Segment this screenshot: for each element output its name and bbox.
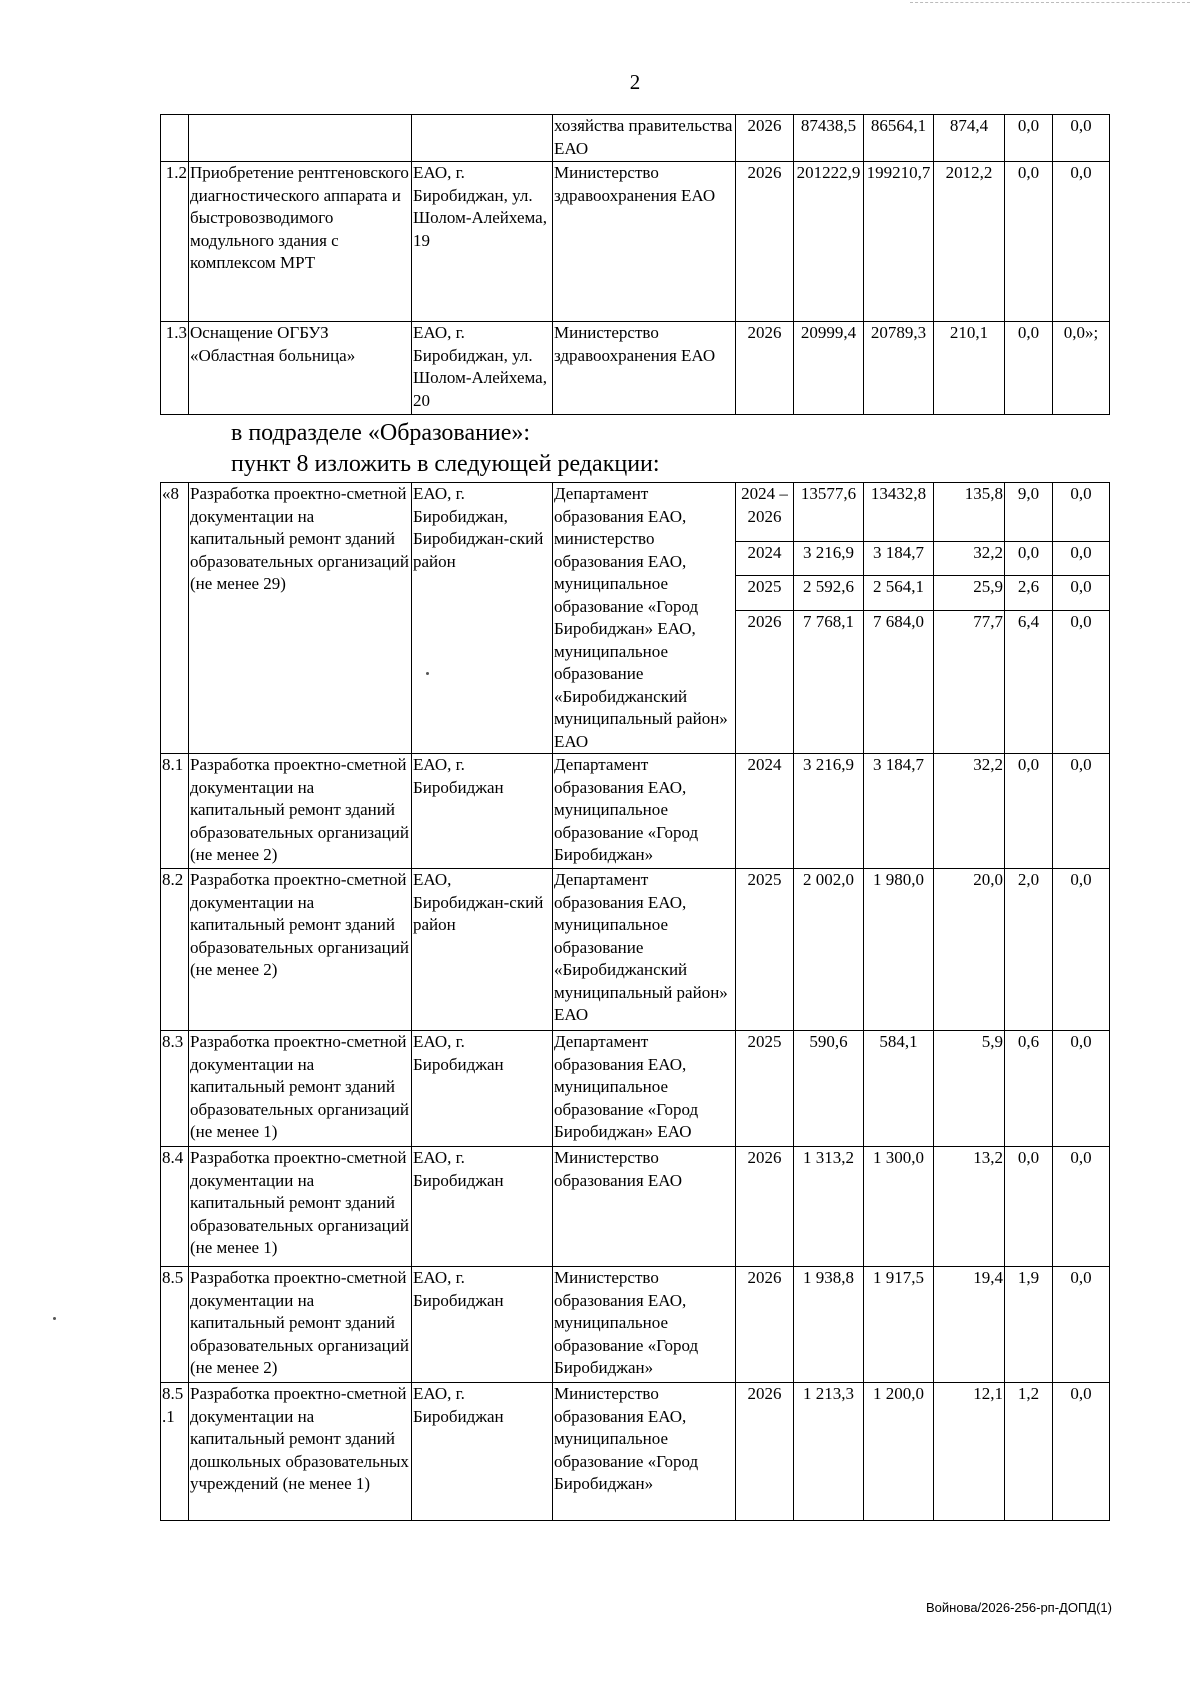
table-row	[161, 1267, 1110, 1383]
municipal-amount: 0,0	[1005, 754, 1053, 869]
row-number	[161, 115, 189, 162]
municipal-amount: 1,9	[1005, 1267, 1053, 1383]
location: ЕАО, г. Биробиджан, ул. Шолом-Алейхема, 20	[412, 322, 553, 415]
year: 2026	[736, 611, 794, 754]
municipal-amount: 0,0	[1005, 322, 1053, 415]
municipal-amount: 0,0	[1005, 115, 1053, 162]
location	[412, 115, 553, 162]
total-amount: 1 213,3	[794, 1383, 864, 1521]
total-amount: 2 592,6	[794, 575, 864, 611]
executor: Департамент образования ЕАО, муниципальное образование «Город Биробиджан» ЕАО	[553, 1031, 736, 1147]
other-amount: 0,0	[1053, 115, 1110, 162]
activity-name: Разработка проектно-сметной документации на капитальный ремонт зданий дошкольных образовательных учреждений (не менее 1)	[189, 1383, 412, 1521]
other-amount: 0,0	[1053, 483, 1110, 542]
year: 2025	[736, 575, 794, 611]
table-row	[161, 1147, 1110, 1267]
row-number: «8	[161, 483, 189, 754]
municipal-amount: 1,2	[1005, 1383, 1053, 1521]
total-amount: 20999,4	[794, 322, 864, 415]
row-number: 8.5	[161, 1267, 189, 1383]
activity-name: Разработка проектно-сметной документации на капитальный ремонт зданий образовательных организаций (не менее 1)	[189, 1031, 412, 1147]
scan-speck	[426, 672, 429, 675]
regional-amount: 5,9	[934, 1031, 1005, 1147]
activity-name: Разработка проектно-сметной документации на капитальный ремонт зданий образовательных организаций (не менее 1)	[189, 1147, 412, 1267]
other-amount: 0,0	[1053, 611, 1110, 754]
activity-name	[189, 115, 412, 162]
table-row	[161, 162, 1110, 322]
table-row	[161, 322, 1110, 415]
regional-amount: 32,2	[934, 754, 1005, 869]
total-amount: 87438,5	[794, 115, 864, 162]
federal-amount: 7 684,0	[864, 611, 934, 754]
other-amount: 0,0	[1053, 162, 1110, 322]
row-number: 1.2	[161, 162, 189, 322]
other-amount: 0,0»;	[1053, 322, 1110, 415]
table-row	[161, 754, 1110, 869]
table-row	[161, 1031, 1110, 1147]
federal-amount: 1 980,0	[864, 869, 934, 1031]
row-number: 8.5 .1	[161, 1383, 189, 1521]
activity-name: Приобретение рентгеновского диагностического аппарата и быстровозводимого модульного здания с комплексом МРТ	[189, 162, 412, 322]
table-row	[161, 869, 1110, 1031]
municipal-amount: 0,0	[1005, 162, 1053, 322]
federal-amount: 199210,7	[864, 162, 934, 322]
federal-amount: 13432,8	[864, 483, 934, 542]
year: 2026	[736, 1147, 794, 1267]
executor: Департамент образования ЕАО, министерство образования ЕАО, муниципальное образование «Город Биробиджан» ЕАО, муниципальное образование «Биробиджанский муниципальный район» ЕАО	[553, 483, 736, 754]
year: 2026	[736, 1267, 794, 1383]
executor: Министерство здравоохранения ЕАО	[553, 322, 736, 415]
other-amount: 0,0	[1053, 1031, 1110, 1147]
total-amount: 1 313,2	[794, 1147, 864, 1267]
federal-amount: 584,1	[864, 1031, 934, 1147]
total-amount: 590,6	[794, 1031, 864, 1147]
total-amount: 1 938,8	[794, 1267, 864, 1383]
row-number: 8.3	[161, 1031, 189, 1147]
page-number: 2	[629, 70, 641, 94]
row-number: 1.3	[161, 322, 189, 415]
regional-amount: 210,1	[934, 322, 1005, 415]
total-amount: 2 002,0	[794, 869, 864, 1031]
budget-table-health	[160, 114, 1110, 415]
instruction-subsection: в подразделе «Образование»:	[231, 420, 531, 446]
location: ЕАО, г. Биробиджан, ул. Шолом-Алейхема, 19	[412, 162, 553, 322]
regional-amount: 12,1	[934, 1383, 1005, 1521]
other-amount: 0,0	[1053, 754, 1110, 869]
instruction-item: пункт 8 изложить в следующей редакции:	[231, 451, 660, 477]
federal-amount: 1 917,5	[864, 1267, 934, 1383]
budget-table-education	[160, 482, 1110, 1521]
regional-amount: 874,4	[934, 115, 1005, 162]
row-number: 8.2	[161, 869, 189, 1031]
year: 2025	[736, 869, 794, 1031]
activity-name: Разработка проектно-сметной документации на капитальный ремонт зданий образовательных организаций (не менее 29)	[189, 483, 412, 754]
regional-amount: 25,9	[934, 575, 1005, 611]
regional-amount: 19,4	[934, 1267, 1005, 1383]
table-row	[161, 115, 1110, 162]
other-amount: 0,0	[1053, 1267, 1110, 1383]
federal-amount: 3 184,7	[864, 542, 934, 576]
executor: Министерство здравоохранения ЕАО	[553, 162, 736, 322]
total-amount: 201222,9	[794, 162, 864, 322]
scan-artifact-line	[910, 2, 1190, 6]
location: ЕАО, г. Биробиджан	[412, 1267, 553, 1383]
year: 2024	[736, 754, 794, 869]
municipal-amount: 2,0	[1005, 869, 1053, 1031]
other-amount: 0,0	[1053, 869, 1110, 1031]
regional-amount: 13,2	[934, 1147, 1005, 1267]
location: ЕАО, г. Биробиджан	[412, 1383, 553, 1521]
location: ЕАО, г. Биробиджан	[412, 754, 553, 869]
other-amount: 0,0	[1053, 1383, 1110, 1521]
year: 2026	[736, 322, 794, 415]
executor: хозяйства правительства ЕАО	[553, 115, 736, 162]
total-amount: 7 768,1	[794, 611, 864, 754]
municipal-amount: 0,0	[1005, 1147, 1053, 1267]
regional-amount: 2012,2	[934, 162, 1005, 322]
federal-amount: 20789,3	[864, 322, 934, 415]
federal-amount: 86564,1	[864, 115, 934, 162]
municipal-amount: 0,6	[1005, 1031, 1053, 1147]
document-code: Войнова/2026-256-рп-ДОПД(1)	[926, 1600, 1112, 1615]
year: 2025	[736, 1031, 794, 1147]
activity-name: Разработка проектно-сметной документации на капитальный ремонт зданий образовательных организаций (не менее 2)	[189, 869, 412, 1031]
regional-amount: 32,2	[934, 542, 1005, 576]
year: 2026	[736, 1383, 794, 1521]
location: ЕАО, Биробиджан-ский район	[412, 869, 553, 1031]
year: 2026	[736, 115, 794, 162]
activity-name: Разработка проектно-сметной документации на капитальный ремонт зданий образовательных организаций (не менее 2)	[189, 1267, 412, 1383]
municipal-amount: 2,6	[1005, 575, 1053, 611]
year: 2026	[736, 162, 794, 322]
regional-amount: 135,8	[934, 483, 1005, 542]
municipal-amount: 0,0	[1005, 542, 1053, 576]
table-row	[161, 483, 1110, 542]
location: ЕАО, г. Биробиджан	[412, 1031, 553, 1147]
year: 2024 – 2026	[736, 483, 794, 542]
regional-amount: 77,7	[934, 611, 1005, 754]
federal-amount: 2 564,1	[864, 575, 934, 611]
federal-amount: 3 184,7	[864, 754, 934, 869]
executor: Министерство образования ЕАО, муниципальное образование «Город Биробиджан»	[553, 1267, 736, 1383]
executor: Министерство образования ЕАО	[553, 1147, 736, 1267]
other-amount: 0,0	[1053, 575, 1110, 611]
regional-amount: 20,0	[934, 869, 1005, 1031]
total-amount: 13577,6	[794, 483, 864, 542]
municipal-amount: 9,0	[1005, 483, 1053, 542]
table-row	[161, 1383, 1110, 1521]
total-amount: 3 216,9	[794, 542, 864, 576]
row-number: 8.1	[161, 754, 189, 869]
year: 2024	[736, 542, 794, 576]
row-number: 8.4	[161, 1147, 189, 1267]
federal-amount: 1 300,0	[864, 1147, 934, 1267]
executor: Министерство образования ЕАО, муниципальное образование «Город Биробиджан»	[553, 1383, 736, 1521]
executor: Департамент образования ЕАО, муниципальное образование «Город Биробиджан»	[553, 754, 736, 869]
location: ЕАО, г. Биробиджан	[412, 1147, 553, 1267]
location: ЕАО, г. Биробиджан, Биробиджан-ский район	[412, 483, 553, 754]
municipal-amount: 6,4	[1005, 611, 1053, 754]
scan-speck	[53, 1317, 56, 1320]
federal-amount: 1 200,0	[864, 1383, 934, 1521]
total-amount: 3 216,9	[794, 754, 864, 869]
executor: Департамент образования ЕАО, муниципальное образование «Биробиджанский муниципальный район» ЕАО	[553, 869, 736, 1031]
activity-name: Оснащение ОГБУЗ «Областная больница»	[189, 322, 412, 415]
activity-name: Разработка проектно-сметной документации на капитальный ремонт зданий образовательных организаций (не менее 2)	[189, 754, 412, 869]
other-amount: 0,0	[1053, 1147, 1110, 1267]
other-amount: 0,0	[1053, 542, 1110, 576]
